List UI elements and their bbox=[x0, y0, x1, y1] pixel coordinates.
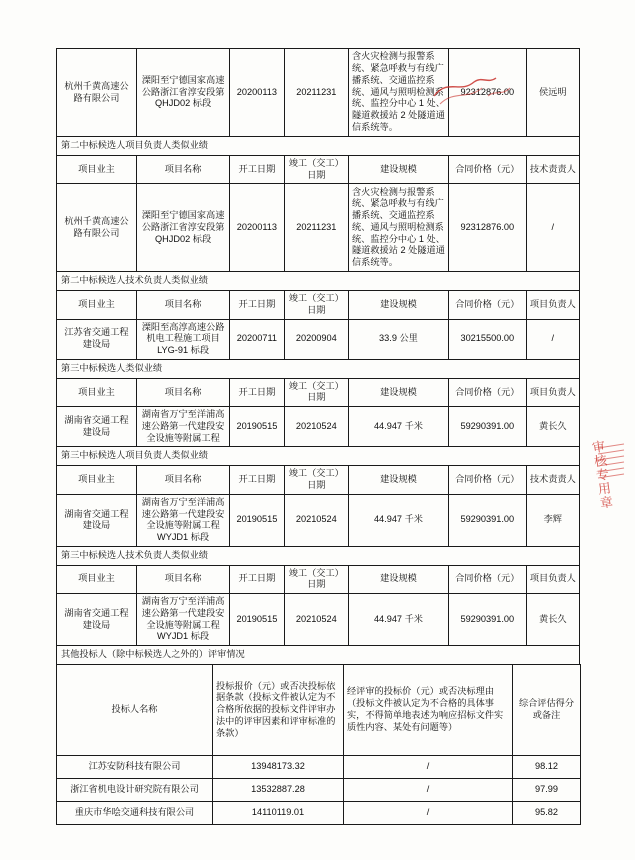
col-start: 开工日期 bbox=[230, 466, 284, 495]
cell-person: 李辉 bbox=[526, 494, 579, 546]
cell-finish: 20211231 bbox=[284, 49, 348, 137]
col-evaluated-reason: 经评审的投标价（元）或否决标理由（投标文件被认定为不合格的具体事实，不得简单地表述为响应招标文件实质性内容、某处有问题等） bbox=[344, 664, 513, 755]
col-owner: 项目业主 bbox=[57, 291, 137, 320]
col-scale: 建设规模 bbox=[349, 378, 449, 407]
table-row bbox=[57, 801, 581, 824]
col-project: 项目名称 bbox=[136, 378, 229, 407]
cell-start: 20200113 bbox=[230, 184, 284, 272]
cell-price: 59290391.00 bbox=[448, 407, 526, 447]
cell-start: 20190515 bbox=[230, 594, 284, 646]
col-scale: 建设规模 bbox=[349, 466, 449, 495]
cell-scale: 44.947 千米 bbox=[349, 594, 449, 646]
section-label: 第二中标候选人技术负责人类似业绩 bbox=[57, 272, 580, 291]
cell-score: 97.99 bbox=[513, 778, 581, 801]
cell-price: 92312876.00 bbox=[448, 184, 526, 272]
cell-bidder-name: 重庆市华哙交通科技有限公司 bbox=[57, 801, 213, 824]
col-score-remark: 综合评估得分或备注 bbox=[513, 664, 581, 755]
col-scale: 建设规模 bbox=[349, 565, 449, 594]
cell-finish: 20210524 bbox=[284, 407, 348, 447]
column-header-row bbox=[57, 291, 580, 320]
cell-project: 溧阳至宁德国家高速公路浙江省淳安段第 QHJD02 标段 bbox=[136, 49, 229, 137]
col-price: 合同价格（元） bbox=[448, 378, 526, 407]
review-stamp bbox=[589, 439, 628, 560]
cell-start: 20190515 bbox=[230, 407, 284, 447]
cell-owner: 湖南省交通工程建设局 bbox=[57, 594, 137, 646]
section-label: 第三中标候选人技术负责人类似业绩 bbox=[57, 546, 580, 565]
cell-owner: 杭州千黄高速公路有限公司 bbox=[57, 49, 137, 137]
cell-finish: 20200904 bbox=[284, 319, 348, 359]
cell-finish: 20210524 bbox=[284, 494, 348, 546]
other-bidders-table bbox=[56, 664, 581, 825]
table-row bbox=[57, 755, 581, 778]
col-price: 合同价格（元） bbox=[448, 155, 526, 184]
section-header-row bbox=[57, 272, 580, 291]
col-proj-lead: 项目负责人 bbox=[526, 291, 579, 320]
col-finish: 竣工（交工）日期 bbox=[284, 466, 348, 495]
col-price: 合同价格（元） bbox=[448, 565, 526, 594]
col-scale: 建设规模 bbox=[349, 155, 449, 184]
cell-project: 溧阳至高淳高速公路机电工程施工项目 LYG-91 标段 bbox=[136, 319, 229, 359]
other-bidders-header-row bbox=[57, 664, 581, 755]
col-owner: 项目业主 bbox=[57, 565, 137, 594]
col-start: 开工日期 bbox=[230, 155, 284, 184]
table-row bbox=[57, 778, 581, 801]
cell-project: 溧阳至宁德国家高速公路浙江省淳安段第 QHJD02 标段 bbox=[136, 184, 229, 272]
col-start: 开工日期 bbox=[230, 565, 284, 594]
cell-scale: 含火灾检测与报警系统、紧急呼救与有线广播系统、交通监控系统、通风与照明检测系统、监控分中心 1 处、隧道救援站 2 处隧道通信系统等。 bbox=[349, 184, 449, 272]
cell-owner: 江苏省交通工程建设局 bbox=[57, 319, 137, 359]
col-project: 项目名称 bbox=[136, 565, 229, 594]
col-finish: 竣工（交工）日期 bbox=[284, 155, 348, 184]
col-scale: 建设规模 bbox=[349, 291, 449, 320]
section-label: 第三中标候选人类似业绩 bbox=[57, 359, 580, 378]
cell-start: 20190515 bbox=[230, 494, 284, 546]
cell-start: 20200113 bbox=[230, 49, 284, 137]
cell-scale: 44.947 千米 bbox=[349, 494, 449, 546]
cell-bid-price: 14110119.01 bbox=[213, 801, 344, 824]
section-header-row bbox=[57, 546, 580, 565]
col-project: 项目名称 bbox=[136, 291, 229, 320]
cell-person: / bbox=[526, 319, 579, 359]
col-finish: 竣工（交工）日期 bbox=[284, 378, 348, 407]
col-bid-price: 投标报价（元）或否决投标依据条款（投标文件被认定为不合格所依据的投标文件评审办法中的评审因素和评审标准的条款） bbox=[213, 664, 344, 755]
cell-project: 湖南省万宁至洋浦高速公路第一代建段安全设施等附属工程 WYJD1 标段 bbox=[136, 494, 229, 546]
section-header-row bbox=[57, 646, 580, 665]
table-row bbox=[57, 594, 580, 646]
review-stamp-text: 审核专用章 bbox=[589, 439, 614, 511]
cell-price: 30215500.00 bbox=[448, 319, 526, 359]
column-header-row bbox=[57, 155, 580, 184]
column-header-row bbox=[57, 378, 580, 407]
column-header-row bbox=[57, 466, 580, 495]
cell-owner: 杭州千黄高速公路有限公司 bbox=[57, 184, 137, 272]
cell-scale: 含火灾检测与报警系统、紧急呼救与有线广播系统、交通监控系统、通风与照明检测系统、监控分中心 1 处、隧道救援站 2 处隧道通信系统等。 bbox=[349, 49, 449, 137]
cell-score: 95.82 bbox=[513, 801, 581, 824]
cell-price: 59290391.00 bbox=[448, 594, 526, 646]
cell-price: 92312876.00 bbox=[448, 49, 526, 137]
col-tech-lead: 技术责责人 bbox=[526, 155, 579, 184]
table-row bbox=[57, 49, 580, 137]
section-label: 第二中标候选人项目负责人类似业绩 bbox=[57, 137, 580, 156]
table-row bbox=[57, 494, 580, 546]
cell-price: 59290391.00 bbox=[448, 494, 526, 546]
cell-bidder-name: 江苏安防科技有限公司 bbox=[57, 755, 213, 778]
section-header-row bbox=[57, 359, 580, 378]
col-project: 项目名称 bbox=[136, 466, 229, 495]
col-start: 开工日期 bbox=[230, 291, 284, 320]
cell-score: 98.12 bbox=[513, 755, 581, 778]
cell-finish: 20211231 bbox=[284, 184, 348, 272]
table-row bbox=[57, 319, 580, 359]
cell-project: 湖南省万宁至洋浦高速公路第一代建段安全设施等附属工程 WYJD1 标段 bbox=[136, 594, 229, 646]
top-continuation-table bbox=[56, 48, 580, 665]
col-proj-lead: 项目负责人 bbox=[526, 378, 579, 407]
cell-reason: / bbox=[344, 801, 513, 824]
cell-person: 黄长久 bbox=[526, 407, 579, 447]
cell-bid-price: 13532887.28 bbox=[213, 778, 344, 801]
col-bidder-name: 投标人名称 bbox=[57, 664, 213, 755]
cell-finish: 20210524 bbox=[284, 594, 348, 646]
section-label: 第三中标候选人项目负责人类似业绩 bbox=[57, 447, 580, 466]
col-price: 合同价格（元） bbox=[448, 291, 526, 320]
cell-project: 湖南省万宁至洋浦高速公路第一代建段安全设施等附属工程 bbox=[136, 407, 229, 447]
cell-start: 20200711 bbox=[230, 319, 284, 359]
cell-bid-price: 13948173.32 bbox=[213, 755, 344, 778]
cell-reason: / bbox=[344, 755, 513, 778]
col-owner: 项目业主 bbox=[57, 155, 137, 184]
section-label: 其他投标人（除中标候选人之外的）评审情况 bbox=[57, 646, 580, 665]
bid-results-table-container bbox=[56, 48, 580, 825]
col-owner: 项目业主 bbox=[57, 466, 137, 495]
section-header-row bbox=[57, 137, 580, 156]
cell-owner: 湖南省交通工程建设局 bbox=[57, 407, 137, 447]
col-price: 合同价格（元） bbox=[448, 466, 526, 495]
cell-bidder-name: 浙江省机电设计研究院有限公司 bbox=[57, 778, 213, 801]
section-header-row bbox=[57, 447, 580, 466]
col-finish: 竣工（交工）日期 bbox=[284, 565, 348, 594]
cell-owner: 湖南省交通工程建设局 bbox=[57, 494, 137, 546]
cell-person: 侯远明 bbox=[526, 49, 579, 137]
col-proj-lead: 项目负责人 bbox=[526, 565, 579, 594]
table-row bbox=[57, 184, 580, 272]
column-header-row bbox=[57, 565, 580, 594]
cell-reason: / bbox=[344, 778, 513, 801]
col-finish: 竣工（交工）日期 bbox=[284, 291, 348, 320]
table-row bbox=[57, 407, 580, 447]
cell-person: 黄长久 bbox=[526, 594, 579, 646]
col-tech-lead: 技术责责人 bbox=[526, 466, 579, 495]
col-start: 开工日期 bbox=[230, 378, 284, 407]
cell-scale: 44.947 千米 bbox=[349, 407, 449, 447]
col-project: 项目名称 bbox=[136, 155, 229, 184]
cell-scale: 33.9 公里 bbox=[349, 319, 449, 359]
col-owner: 项目业主 bbox=[57, 378, 137, 407]
cell-person: / bbox=[526, 184, 579, 272]
